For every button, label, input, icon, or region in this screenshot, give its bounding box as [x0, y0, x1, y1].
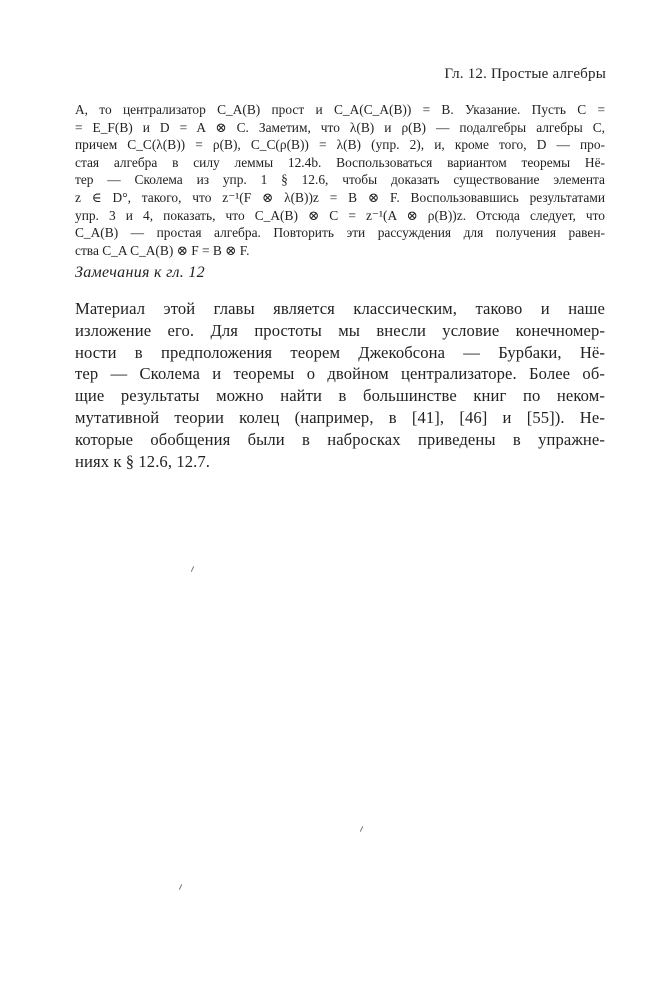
notes-line: которые обобщения были в набросках приведены в упражне- [75, 429, 605, 449]
notes-line: тер — Сколема и теоремы о двойном централизаторе. Более об- [75, 364, 605, 384]
exercise-line: упр. 3 и 4, показать, что C_A(B) ⊗ C = z⁻¹(A ⊗ ρ(B))z. Отсюда следует, что [75, 207, 605, 223]
exercise-line: ства C_A C_A(B) ⊗ F = B ⊗ F. [75, 242, 250, 258]
notes-paragraph [75, 298, 605, 472]
scan-speck [191, 566, 194, 572]
notes-line: ности в предположения теорем Джекобсона — Бурбаки, Нё- [75, 342, 605, 362]
notes-line: ниях к § 12.6, 12.7. [75, 451, 211, 471]
running-head: Гл. 12. Простые алгебры [444, 66, 606, 82]
notes-line: Материал этой главы является классическим, таково и наше [75, 299, 605, 318]
notes-line: мутативной теории колец (например, в [41], [46] и [55]). Не- [75, 407, 605, 427]
exercise-line: C_A(B) — простая алгебра. Повторить эти рассуждения для получения равен- [75, 225, 605, 241]
exercise-line: стая алгебра в силу леммы 12.4b. Воспользоваться вариантом теоремы Нё- [75, 154, 605, 170]
notes-line: щие результаты можно найти в большинстве книг по неком- [75, 386, 605, 406]
exercise-line: A, то централизатор C_A(B) прост и C_A(C_A(B)) = B. Указание. Пусть C = [75, 102, 605, 117]
exercise-line: тер — Сколема из упр. 1 § 12.6, чтобы доказать существование элемента [75, 172, 605, 188]
exercise-text [75, 101, 605, 259]
notes-line: изложение его. Для простоты мы внесли условие конечномер- [75, 320, 605, 340]
exercise-line: z ∈ D°, такого, что z⁻¹(F ⊗ λ(B))z = B ⊗ F. Воспользовавшись результатами [75, 189, 605, 205]
scan-speck [360, 826, 363, 832]
exercise-line: причем C_C(λ(B)) = ρ(B), C_C(ρ(B)) = λ(B) (упр. 2), и, кроме того, D — про- [75, 137, 605, 153]
exercise-line: = E_F(B) и D = A ⊗ C. Заметим, что λ(B) и ρ(B) — подалгебры алгебры C, [75, 119, 605, 135]
notes-heading: Замечания к гл. 12 [75, 264, 205, 281]
scan-speck [179, 884, 182, 890]
